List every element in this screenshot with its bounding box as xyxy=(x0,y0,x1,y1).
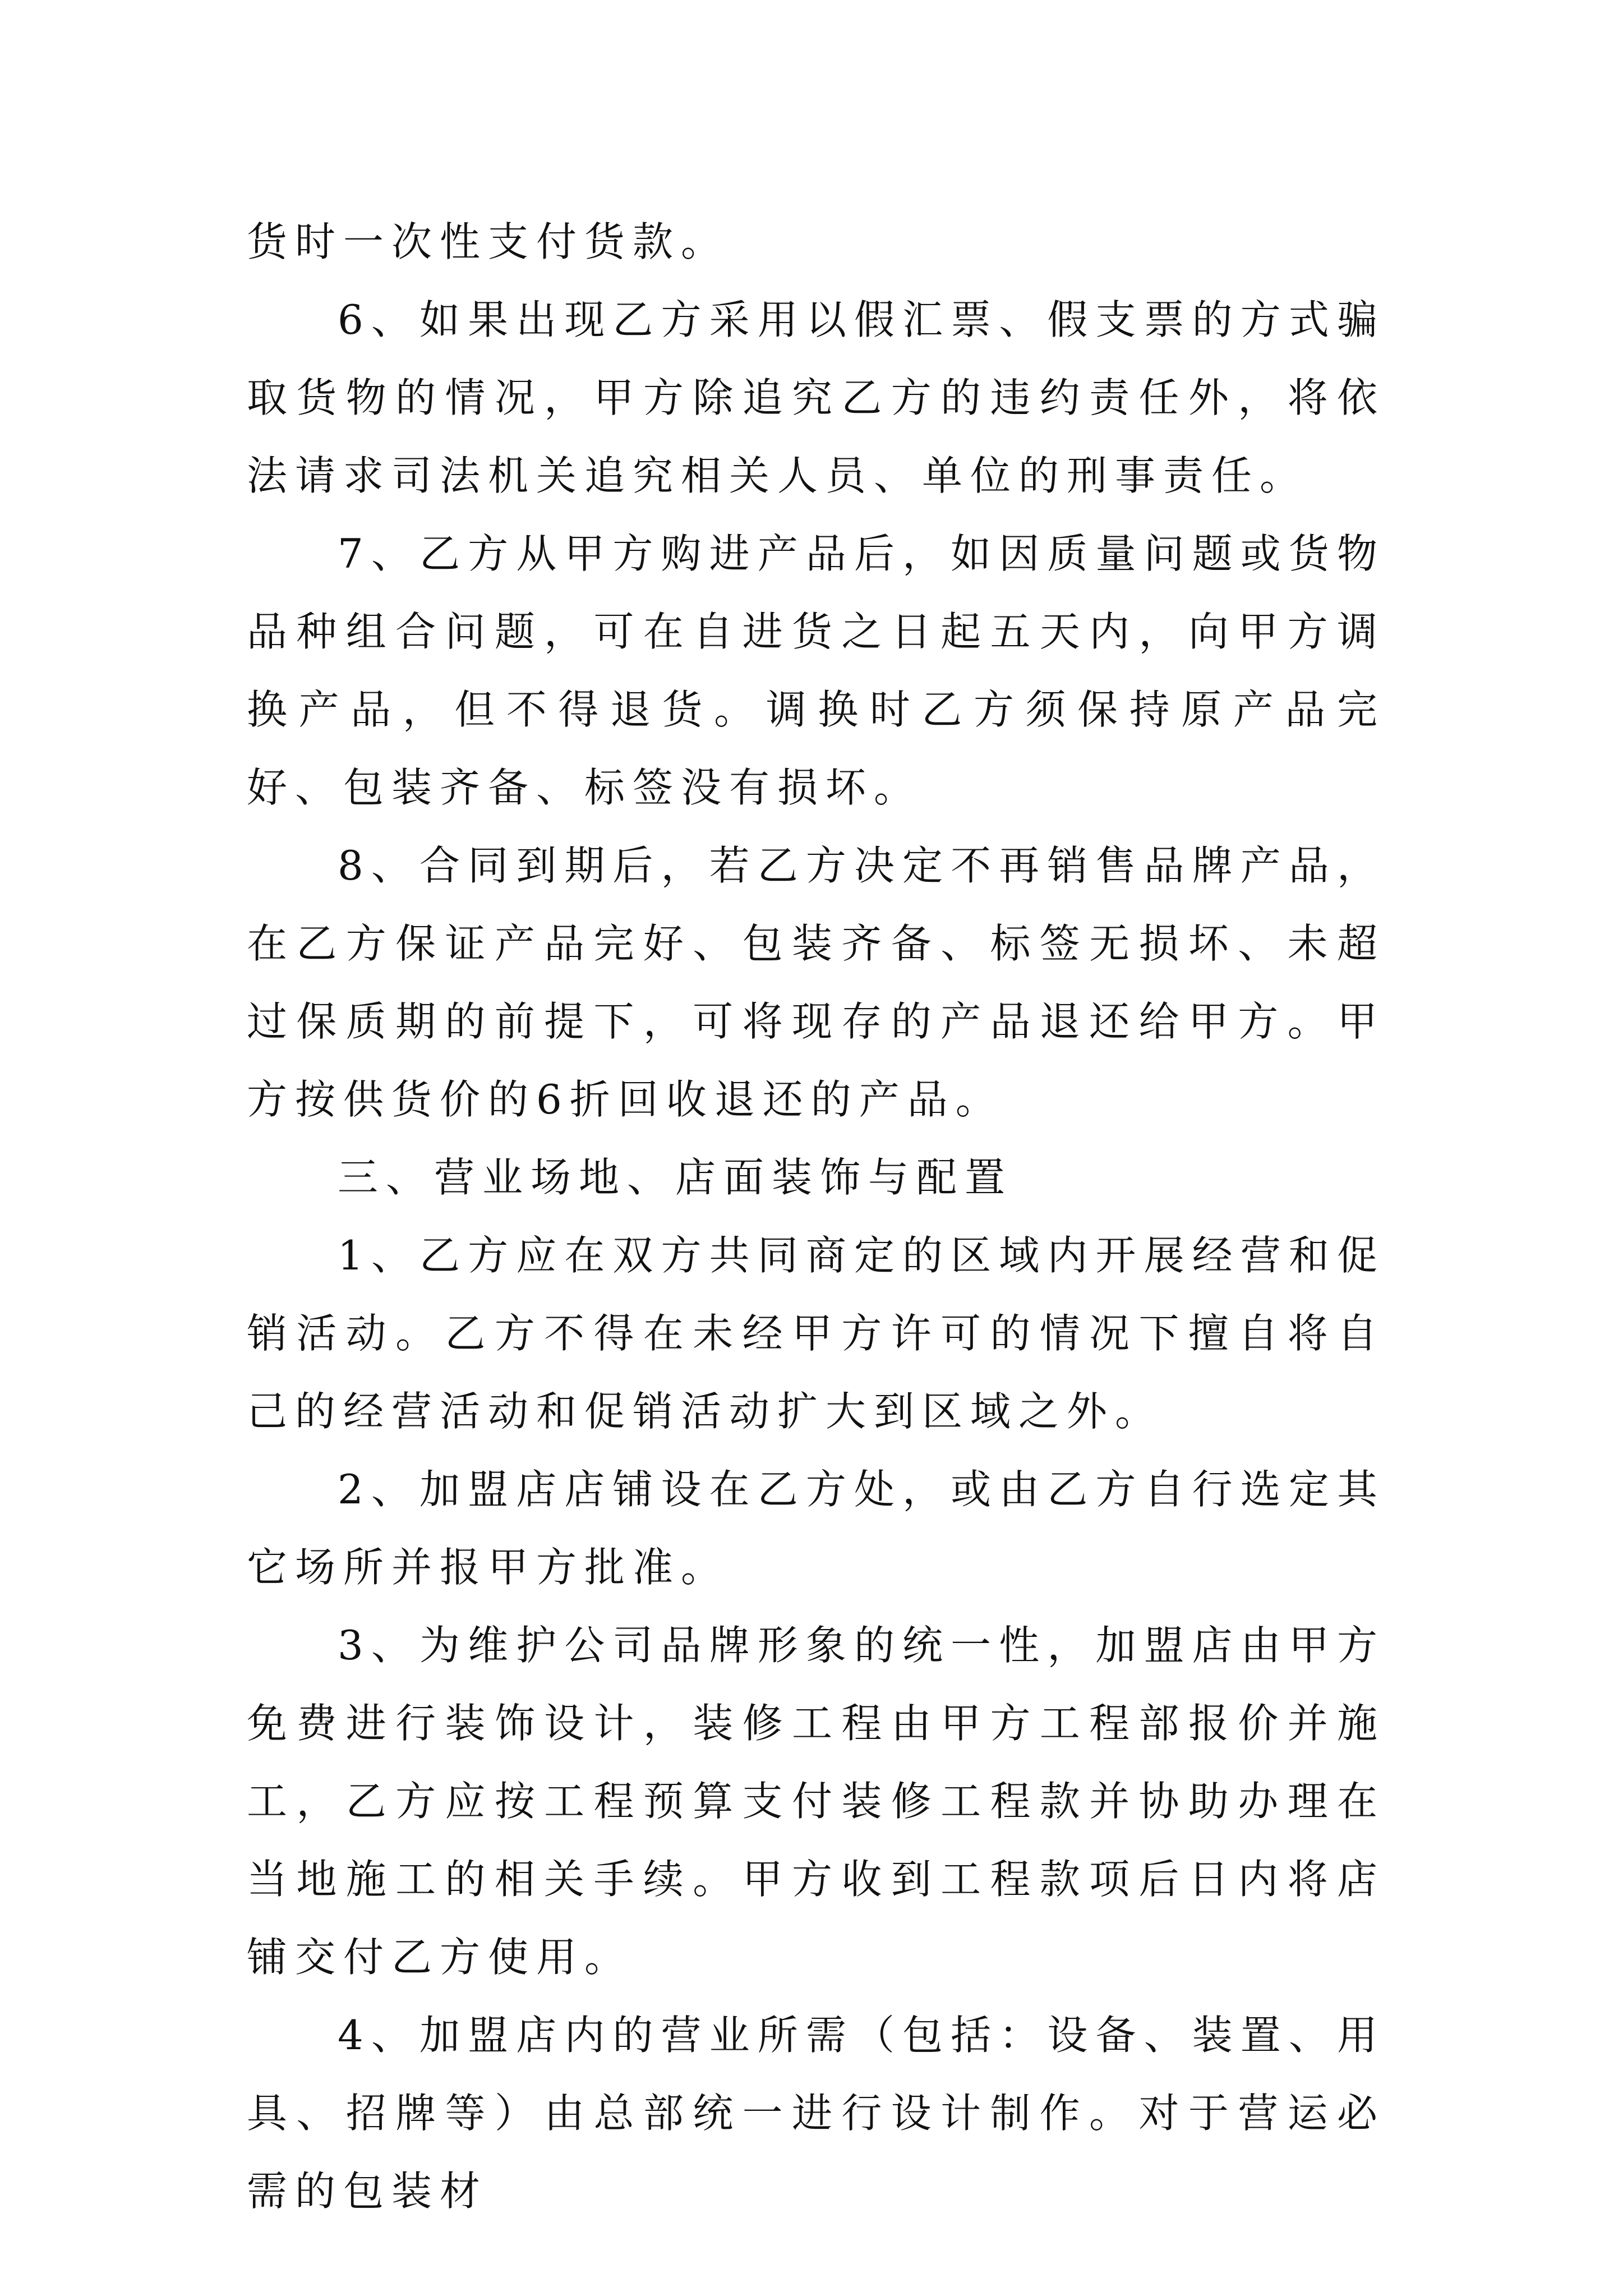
paragraph-payment-continuation: 货时一次性支付货款。 xyxy=(247,218,730,265)
paragraph-item-8: 8、合同到期后，若乙方决定不再销售品牌产品，在乙方保证产品完好、包装齐备、标签无损坏、未超过保质期的前提下，可将现存的产品退还给甲方。甲方按供货价的6折回收退还的产品。 xyxy=(247,842,1385,1123)
paragraph-section3-item-1: 1、乙方应在双方共同商定的区域内开展经营和促销活动。乙方不得在未经甲方许可的情况下擅自将自己的经营活动和促销活动扩大到区域之外。 xyxy=(247,1232,1385,1435)
document-body xyxy=(247,203,1385,2230)
paragraph-section3-item-4: 4、加盟店内的营业所需（包括：设备、装置、用具、招牌等）由总部统一进行设计制作。对于营运必需的包装材 xyxy=(247,2012,1385,2215)
paragraph-section3-item-3: 3、为维护公司品牌形象的统一性，加盟店由甲方免费进行装饰设计，装修工程由甲方工程部报价并施工，乙方应按工程预算支付装修工程款并协助办理在当地施工的相关手续。甲方收到工程款项后日内将店铺交付乙方使用。 xyxy=(247,1622,1385,1981)
paragraph-section3-item-2: 2、加盟店店铺设在乙方处，或由乙方自行选定其它场所并报甲方批准。 xyxy=(247,1466,1385,1591)
paragraph-item-7: 7、乙方从甲方购进产品后，如因质量问题或货物品种组合问题，可在自进货之日起五天内，向甲方调换产品，但不得退货。调换时乙方须保持原产品完好、包装齐备、标签没有损坏。 xyxy=(247,530,1385,811)
section-heading-3: 三、营业场地、店面装饰与配置 xyxy=(338,1154,1013,1201)
paragraph-item-6: 6、如果出现乙方采用以假汇票、假支票的方式骗取货物的情况，甲方除追究乙方的违约责任外，将依法请求司法机关追究相关人员、单位的刑事责任。 xyxy=(247,296,1385,499)
